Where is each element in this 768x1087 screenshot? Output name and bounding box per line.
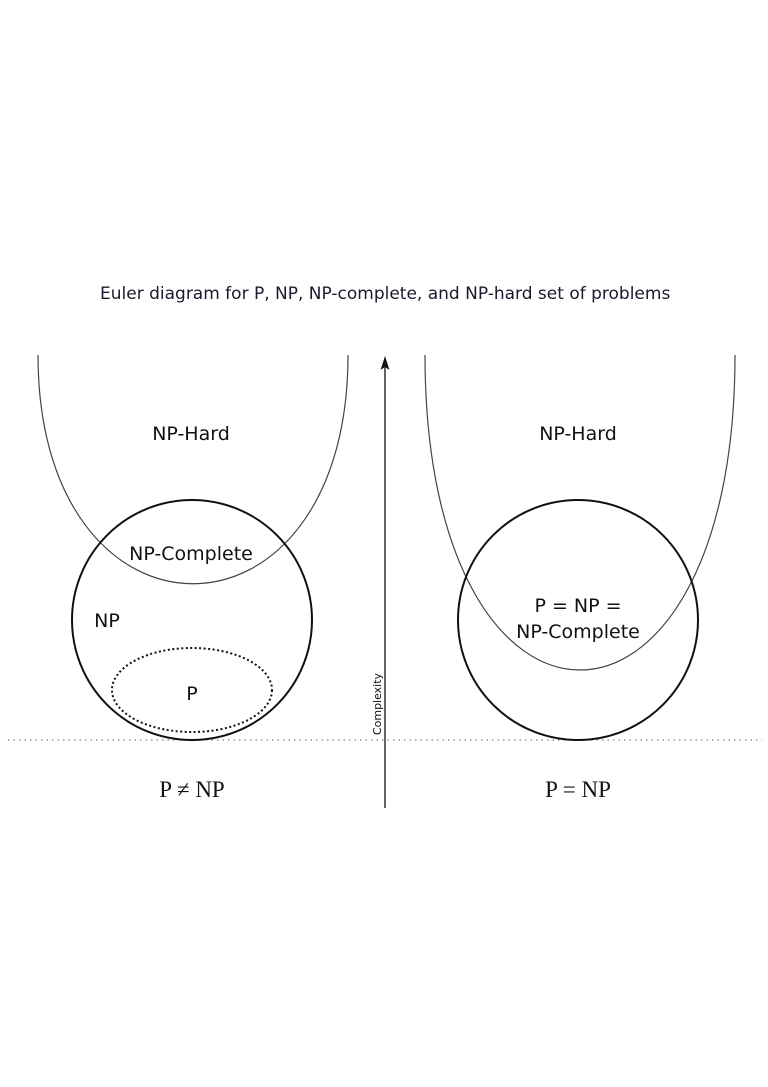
diagram-title: Euler diagram for P, NP, NP-complete, and NP-hard set of problems — [100, 284, 671, 304]
left-np-label: NP — [94, 610, 120, 632]
complexity-axis-label: Complexity — [371, 672, 384, 736]
right-merged-circle — [458, 500, 698, 740]
left-p-label: P — [186, 683, 198, 705]
left-case-caption: P ≠ NP — [159, 777, 225, 802]
right-merged-label-line1: P = NP = — [534, 595, 622, 617]
left-np-hard-label: NP-Hard — [152, 423, 230, 445]
left-np-complete-label: NP-Complete — [129, 543, 253, 565]
right-np-hard-label: NP-Hard — [539, 423, 617, 445]
right-case-caption: P = NP — [545, 777, 611, 802]
right-merged-label-line2: NP-Complete — [516, 621, 640, 643]
